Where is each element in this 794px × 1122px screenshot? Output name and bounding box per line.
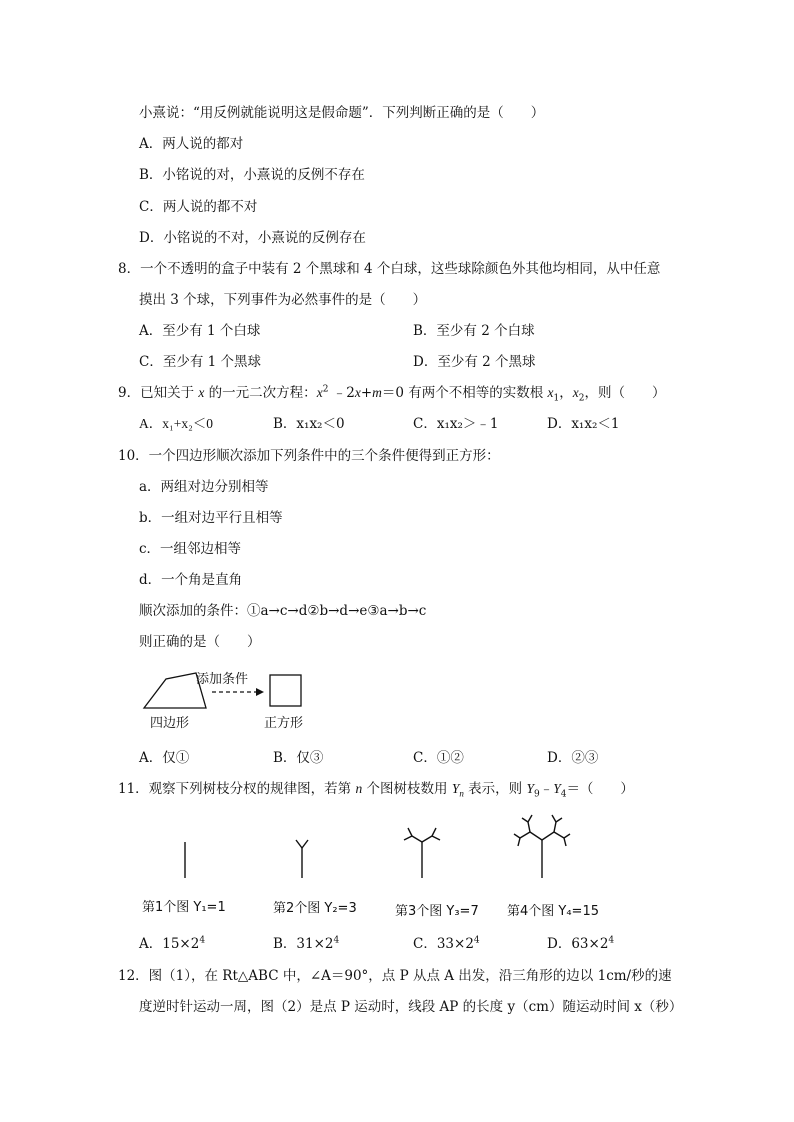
q7-continuation: 小熹说：“用反例就能说明这是假命题”．下列判断正确的是（ ） bbox=[139, 105, 545, 121]
q11-option-d-text: D．63×2 bbox=[547, 936, 609, 952]
q8-option-b: B．至少有 2 个白球 bbox=[413, 323, 535, 339]
q11-option-c-exp: 4 bbox=[473, 935, 480, 946]
q10-fig-add-label: 添加条件 bbox=[196, 672, 249, 687]
q9-text: 9．已知关于 bbox=[118, 385, 199, 401]
q11-option-d bbox=[547, 935, 614, 953]
q12-stem-line2: 度逆时针运动一周，图（2）是点 P 运动时，线段 AP 的长度 y（cm）随运动时间 x（秒） bbox=[139, 999, 683, 1015]
q11-tree-figures bbox=[140, 810, 610, 885]
q10-fig-quad-label: 四边形 bbox=[150, 716, 190, 731]
q10-seq-prefix: 顺次添加的条件： bbox=[139, 603, 247, 619]
q10-condition-b: b．一组对边平行且相等 bbox=[139, 510, 283, 526]
q9-exponent: 2 bbox=[322, 384, 329, 395]
q11-option-b-text: B．31×2 bbox=[273, 936, 334, 952]
q10-condition-a: a．两组对边分别相等 bbox=[139, 479, 269, 495]
q7-option-b: B．小铭说的对，小熹说的反例不存在 bbox=[139, 167, 365, 183]
q11-subscript: 9 bbox=[533, 789, 540, 800]
q7-option-a: A．两人说的都对 bbox=[139, 136, 244, 152]
q9-var-x: x bbox=[198, 385, 205, 400]
q11-caption-1: 第1个图 Y₁=1 bbox=[142, 900, 226, 915]
q11-option-a-text: A．15×2 bbox=[139, 936, 200, 952]
q11-var-n: n bbox=[355, 781, 363, 796]
square-shape bbox=[270, 675, 301, 706]
q10-condition-d: d．一个角是直角 bbox=[139, 572, 243, 588]
q9-text: + bbox=[360, 385, 373, 401]
q11-subscript: 4 bbox=[560, 789, 567, 800]
q9-text: ﹣2 bbox=[328, 385, 355, 401]
q11-option-b-exp: 4 bbox=[333, 935, 340, 946]
q7-option-c: C．两人说的都不对 bbox=[139, 199, 258, 215]
q7-option-d: D．小铭说的不对，小熹说的反例存在 bbox=[139, 230, 366, 246]
q9-subscript: 1 bbox=[553, 393, 560, 404]
q9-option-b: B．x₁x₂＜0 bbox=[273, 416, 345, 432]
q12-stem-line1: 12．图（1），在 Rt△ABC 中，∠A＝90°，点 P 从点 A 出发，沿三角形的边以 1cm/秒的速 bbox=[118, 968, 672, 984]
q11-option-a-exp: 4 bbox=[199, 935, 206, 946]
q11-option-c-text: C．33×2 bbox=[413, 936, 474, 952]
q11-caption-2: 第2个图 Y₂=3 bbox=[273, 901, 357, 916]
q10-option-b: B．仅③ bbox=[273, 750, 324, 766]
q9-option-a: A．x₁+x₂＜0 bbox=[139, 416, 214, 431]
q11-caption-3: 第3个图 Y₃=7 bbox=[395, 904, 479, 919]
q10-option-a: A．仅① bbox=[139, 750, 190, 766]
q10-seq-2: ②b→d→e bbox=[307, 603, 368, 619]
q9-text: ， bbox=[559, 385, 573, 401]
q9-var-x1: x bbox=[547, 385, 554, 400]
q11-var-y: Y bbox=[553, 781, 561, 796]
tree4 bbox=[514, 815, 570, 878]
q9-option-d: D．x₁x₂＜1 bbox=[547, 416, 620, 432]
q10-seq-1: ①a→c→d bbox=[247, 603, 308, 619]
q11-stem bbox=[118, 780, 634, 798]
q9-text: 的一元二次方程： bbox=[204, 385, 317, 401]
q11-caption-4: 第4个图 Y₄=15 bbox=[507, 904, 599, 919]
q9-var-x2: x bbox=[572, 385, 579, 400]
q11-option-b bbox=[273, 935, 339, 953]
tree3 bbox=[404, 828, 440, 878]
q10-option-d: D．②③ bbox=[547, 750, 599, 766]
q8-option-c: C．至少有 1 个黑球 bbox=[139, 354, 262, 370]
q8-stem-line1: 8．一个不透明的盒子中装有 2 个黑球和 4 个白球，这些球除颜色外其他均相同，从中任意 bbox=[118, 261, 661, 277]
q11-text: 个图树枝数用 bbox=[362, 781, 452, 797]
q8-option-d: D．至少有 2 个黑球 bbox=[413, 354, 536, 370]
q9-var-x: x bbox=[354, 385, 361, 400]
q10-sequences bbox=[139, 602, 426, 620]
q11-var-y: Y bbox=[526, 781, 534, 796]
q11-option-c bbox=[413, 935, 480, 953]
tree2 bbox=[296, 840, 308, 878]
q10-fig-square-label: 正方形 bbox=[264, 716, 304, 731]
q9-text: ，则（ ） bbox=[584, 385, 666, 401]
q10-stem: 10．一个四边形顺次添加下列条件中的三个条件便得到正方形： bbox=[118, 448, 500, 464]
q11-var-y: Y bbox=[451, 781, 460, 796]
q9-var-m: m bbox=[372, 385, 382, 400]
q9-text: ＝0 有两个不相等的实数根 bbox=[381, 385, 548, 401]
q10-ask: 则正确的是（ ） bbox=[139, 634, 261, 650]
q11-option-d-exp: 4 bbox=[608, 935, 615, 946]
q10-condition-c: c．一组邻边相等 bbox=[139, 541, 242, 557]
q8-stem-line2: 摸出 3 个球，下列事件为必然事件的是（ ） bbox=[139, 292, 427, 308]
q11-text: 表示，则 bbox=[463, 781, 527, 797]
q11-subscript: n bbox=[459, 788, 464, 799]
arrow-head-icon bbox=[256, 688, 264, 696]
q8-option-a: A．至少有 1 个白球 bbox=[139, 323, 261, 339]
q11-text: 11．观察下列树枝分杈的规律图，若第 bbox=[118, 781, 356, 797]
q10-option-c: C．①② bbox=[413, 750, 464, 766]
q9-subscript: 2 bbox=[578, 393, 585, 404]
q11-text: ﹣ bbox=[539, 781, 554, 797]
q10-seq-3: ③a→b→c bbox=[367, 603, 427, 619]
q9-var-x: x bbox=[316, 385, 323, 400]
q9-option-c: C．x₁x₂＞﹣1 bbox=[413, 416, 499, 432]
q9-stem bbox=[118, 384, 666, 402]
q11-option-a bbox=[139, 935, 205, 953]
q11-text: ＝（ ） bbox=[566, 781, 634, 797]
